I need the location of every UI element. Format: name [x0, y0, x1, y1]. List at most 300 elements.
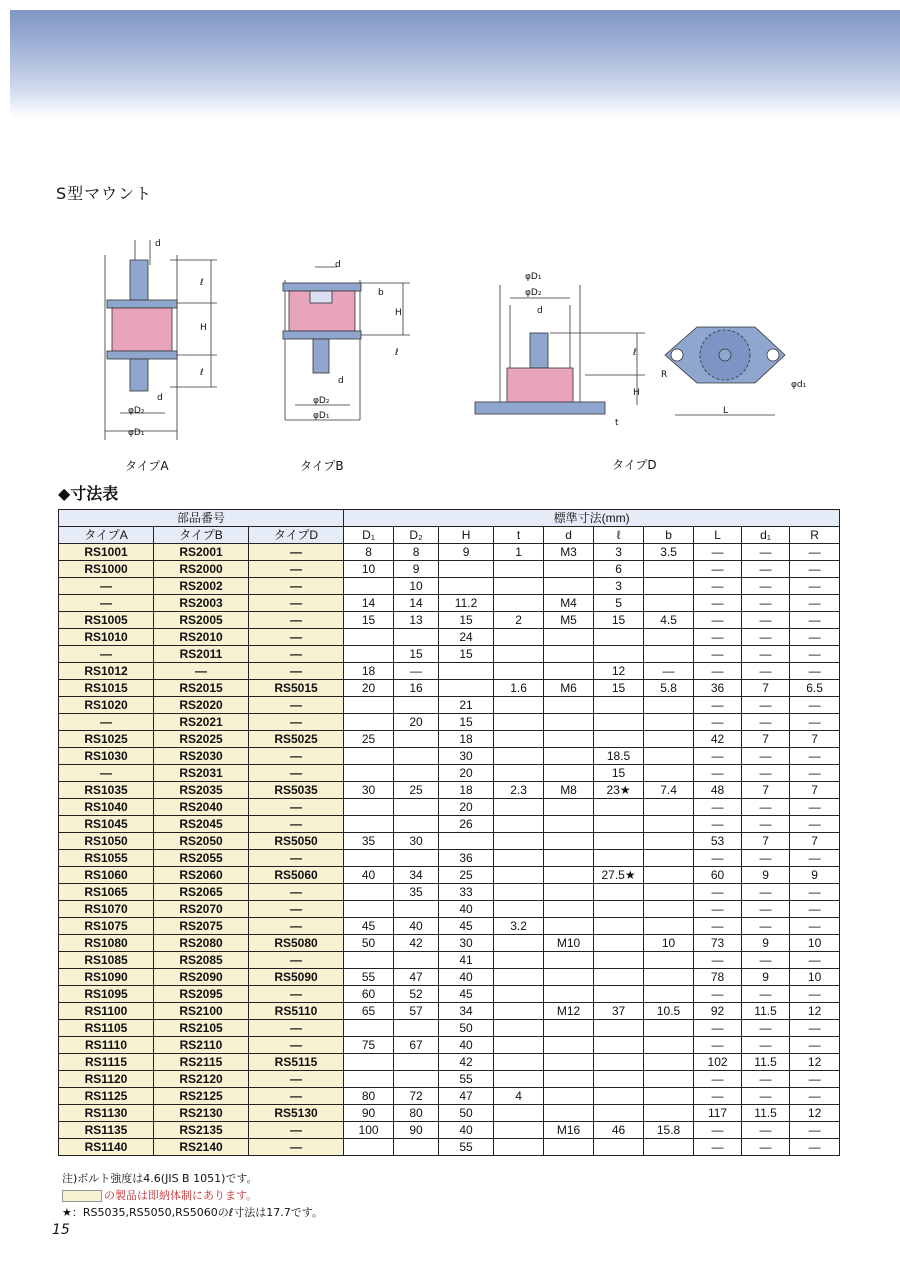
type-d-diagram: [465, 265, 825, 445]
cell-dim: 10: [394, 578, 439, 595]
cell-dim: [494, 595, 544, 612]
cell-dim: [494, 901, 544, 918]
table-row: [59, 544, 840, 561]
cell-dim: —: [790, 697, 840, 714]
type-b-label-d: d: [335, 260, 341, 270]
group-part-number: 部品番号: [59, 510, 344, 527]
table-row: [59, 697, 840, 714]
cell-dim: 40: [344, 867, 394, 884]
cell-dim: 15: [439, 646, 494, 663]
table-row: [59, 918, 840, 935]
cell-part: —: [249, 816, 344, 833]
cell-dim: —: [742, 561, 790, 578]
cell-dim: 72: [394, 1088, 439, 1105]
table-row: [59, 867, 840, 884]
cell-dim: [494, 646, 544, 663]
cell-dim: [494, 765, 544, 782]
cell-part: RS2030: [154, 748, 249, 765]
header-banner: [10, 10, 900, 118]
cell-part: RS2020: [154, 697, 249, 714]
col-d2: D₂: [394, 527, 439, 544]
cell-dim: [494, 884, 544, 901]
cell-dim: [494, 850, 544, 867]
cell-part: RS1060: [59, 867, 154, 884]
cell-dim: 4: [494, 1088, 544, 1105]
cell-dim: 40: [439, 1122, 494, 1139]
cell-part: RS5060: [249, 867, 344, 884]
cell-dim: 14: [344, 595, 394, 612]
cell-dim: [394, 1071, 439, 1088]
cell-part: —: [249, 884, 344, 901]
cell-part: —: [249, 1122, 344, 1139]
cell-dim: 7: [742, 680, 790, 697]
cell-part: RS1105: [59, 1020, 154, 1037]
cell-dim: [544, 714, 594, 731]
section-title: S型マウント: [56, 184, 153, 203]
cell-part: —: [249, 1020, 344, 1037]
type-d-label-ell: ℓ: [633, 348, 637, 358]
cell-part: RS2130: [154, 1105, 249, 1122]
cell-dim: [644, 833, 694, 850]
cell-part: RS1120: [59, 1071, 154, 1088]
type-a-label-phid2: φD₂: [128, 406, 145, 416]
cell-dim: 12: [790, 1054, 840, 1071]
cell-dim: 11.5: [742, 1054, 790, 1071]
cell-part: RS2090: [154, 969, 249, 986]
cell-dim: [494, 1054, 544, 1071]
cell-dim: —: [742, 901, 790, 918]
cell-dim: 80: [394, 1105, 439, 1122]
type-a-label-h: H: [200, 323, 207, 333]
cell-dim: —: [694, 714, 742, 731]
cell-dim: [344, 646, 394, 663]
cell-dim: [494, 816, 544, 833]
cell-dim: —: [694, 1037, 742, 1054]
type-a-label-d: d: [155, 239, 161, 249]
table-column-header: [59, 527, 840, 544]
cell-part: RS2040: [154, 799, 249, 816]
cell-dim: 10: [790, 969, 840, 986]
cell-dim: [644, 1054, 694, 1071]
cell-dim: 9: [742, 935, 790, 952]
cell-dim: [344, 714, 394, 731]
cell-dim: 11.2: [439, 595, 494, 612]
cell-dim: [344, 1054, 394, 1071]
cell-part: RS2065: [154, 884, 249, 901]
cell-dim: [439, 833, 494, 850]
cell-dim: 8: [344, 544, 394, 561]
cell-dim: 7: [790, 782, 840, 799]
cell-dim: [544, 816, 594, 833]
table-row: [59, 1003, 840, 1020]
cell-dim: [644, 969, 694, 986]
cell-dim: [544, 901, 594, 918]
table-row: [59, 578, 840, 595]
cell-dim: 92: [694, 1003, 742, 1020]
cell-dim: 60: [694, 867, 742, 884]
cell-dim: 4.5: [644, 612, 694, 629]
cell-dim: 18.5: [594, 748, 644, 765]
cell-dim: —: [742, 816, 790, 833]
cell-dim: [394, 748, 439, 765]
group-standard-dims: 標準寸法(mm): [344, 510, 840, 527]
type-d-label-h: H: [633, 388, 640, 398]
cell-dim: 45: [344, 918, 394, 935]
cell-part: —: [154, 663, 249, 680]
cell-dim: [544, 850, 594, 867]
cell-dim: —: [742, 697, 790, 714]
cell-part: —: [249, 765, 344, 782]
cell-dim: 7: [790, 731, 840, 748]
cell-dim: —: [694, 1020, 742, 1037]
cell-dim: 34: [439, 1003, 494, 1020]
cell-part: —: [249, 1037, 344, 1054]
caption-type-a: タイプA: [125, 459, 169, 473]
table-row: [59, 1105, 840, 1122]
cell-dim: [594, 935, 644, 952]
cell-dim: 15: [594, 612, 644, 629]
col-type-d: タイプD: [249, 527, 344, 544]
cell-dim: [394, 901, 439, 918]
cell-part: RS1000: [59, 561, 154, 578]
cell-dim: [594, 850, 644, 867]
cell-dim: 8: [394, 544, 439, 561]
cell-dim: [594, 799, 644, 816]
cell-dim: —: [694, 884, 742, 901]
cell-part: RS2001: [154, 544, 249, 561]
table-row: [59, 646, 840, 663]
cell-dim: —: [742, 765, 790, 782]
cell-dim: [494, 561, 544, 578]
type-d-label-d: d: [537, 306, 543, 316]
cell-dim: 30: [344, 782, 394, 799]
cell-dim: [544, 969, 594, 986]
cell-dim: 12: [790, 1003, 840, 1020]
cell-dim: [594, 918, 644, 935]
cell-dim: 15: [344, 612, 394, 629]
cell-dim: [644, 561, 694, 578]
cell-dim: [544, 1139, 594, 1156]
cell-dim: 41: [439, 952, 494, 969]
cell-dim: M10: [544, 935, 594, 952]
cell-dim: —: [742, 629, 790, 646]
cell-part: RS2125: [154, 1088, 249, 1105]
cell-dim: [344, 697, 394, 714]
cell-dim: 42: [439, 1054, 494, 1071]
cell-dim: 1: [494, 544, 544, 561]
cell-dim: 25: [344, 731, 394, 748]
cell-part: RS5130: [249, 1105, 344, 1122]
cell-dim: [644, 816, 694, 833]
cell-part: RS2015: [154, 680, 249, 697]
type-d-label-r: R: [661, 370, 668, 380]
cell-dim: —: [694, 816, 742, 833]
table-row: [59, 765, 840, 782]
table-row: [59, 986, 840, 1003]
cell-part: —: [249, 578, 344, 595]
cell-dim: 60: [344, 986, 394, 1003]
col-small-d1: d₁: [742, 527, 790, 544]
cell-dim: M4: [544, 595, 594, 612]
cell-dim: [344, 765, 394, 782]
cell-dim: 40: [439, 901, 494, 918]
cell-dim: [644, 595, 694, 612]
cell-dim: [644, 1020, 694, 1037]
cell-dim: 73: [694, 935, 742, 952]
cell-dim: 80: [344, 1088, 394, 1105]
cell-dim: —: [790, 561, 840, 578]
cell-part: RS1035: [59, 782, 154, 799]
cell-dim: [544, 578, 594, 595]
cell-dim: [644, 952, 694, 969]
cell-dim: [594, 629, 644, 646]
cell-dim: 3.2: [494, 918, 544, 935]
cell-dim: —: [644, 663, 694, 680]
dimension-table: [58, 509, 840, 1156]
cell-part: —: [249, 1088, 344, 1105]
col-ell: ℓ: [594, 527, 644, 544]
cell-dim: [544, 1105, 594, 1122]
cell-dim: 65: [344, 1003, 394, 1020]
cell-part: RS5090: [249, 969, 344, 986]
cell-dim: —: [790, 799, 840, 816]
cell-dim: [494, 748, 544, 765]
cell-dim: 27.5★: [594, 867, 644, 884]
type-d-label-phid2: φD₂: [525, 288, 542, 298]
cell-dim: 9: [439, 544, 494, 561]
cell-dim: [394, 1054, 439, 1071]
col-r: R: [790, 527, 840, 544]
cell-dim: —: [694, 901, 742, 918]
type-a-diagram: [95, 235, 225, 445]
cell-dim: 47: [439, 1088, 494, 1105]
cell-dim: [594, 816, 644, 833]
cell-dim: —: [694, 850, 742, 867]
cell-dim: 50: [439, 1020, 494, 1037]
table-row: [59, 884, 840, 901]
cell-dim: 5.8: [644, 680, 694, 697]
cell-dim: [494, 799, 544, 816]
cell-dim: [494, 986, 544, 1003]
cell-dim: —: [742, 544, 790, 561]
cell-dim: —: [790, 663, 840, 680]
cell-part: RS2025: [154, 731, 249, 748]
cell-part: RS2100: [154, 1003, 249, 1020]
cell-dim: —: [790, 748, 840, 765]
cell-dim: [344, 629, 394, 646]
cell-dim: 55: [439, 1139, 494, 1156]
cell-dim: —: [790, 1122, 840, 1139]
cell-part: RS2140: [154, 1139, 249, 1156]
cell-part: —: [249, 986, 344, 1003]
cell-part: RS2035: [154, 782, 249, 799]
cell-dim: M8: [544, 782, 594, 799]
table-row: [59, 1037, 840, 1054]
caption-type-d: タイプD: [612, 458, 657, 472]
cell-dim: [439, 680, 494, 697]
cell-part: RS2135: [154, 1122, 249, 1139]
table-row: [59, 595, 840, 612]
cell-dim: [544, 952, 594, 969]
cell-dim: —: [742, 1122, 790, 1139]
table-row: [59, 612, 840, 629]
cell-dim: [394, 816, 439, 833]
cell-part: RS2021: [154, 714, 249, 731]
cell-dim: 90: [394, 1122, 439, 1139]
cell-dim: 46: [594, 1122, 644, 1139]
cell-part: —: [249, 748, 344, 765]
cell-dim: [344, 850, 394, 867]
cell-dim: [644, 765, 694, 782]
cell-part: RS1130: [59, 1105, 154, 1122]
cell-dim: 40: [439, 969, 494, 986]
cell-dim: 16: [394, 680, 439, 697]
cell-dim: 3.5: [644, 544, 694, 561]
cell-part: RS1040: [59, 799, 154, 816]
cell-dim: 18: [439, 731, 494, 748]
cell-dim: [544, 986, 594, 1003]
cell-dim: [544, 765, 594, 782]
table-row: [59, 935, 840, 952]
cell-dim: [594, 646, 644, 663]
cell-dim: —: [790, 1071, 840, 1088]
cell-part: RS1135: [59, 1122, 154, 1139]
cell-part: RS2080: [154, 935, 249, 952]
cell-dim: [644, 799, 694, 816]
cell-dim: [644, 578, 694, 595]
cell-dim: [594, 1088, 644, 1105]
table-row: [59, 1020, 840, 1037]
cell-dim: [544, 748, 594, 765]
cell-dim: [544, 1071, 594, 1088]
cell-dim: —: [694, 612, 742, 629]
cell-part: —: [59, 714, 154, 731]
cell-dim: [594, 714, 644, 731]
cell-part: RS2120: [154, 1071, 249, 1088]
col-d: d: [544, 527, 594, 544]
cell-part: RS2002: [154, 578, 249, 595]
cell-dim: —: [790, 595, 840, 612]
cell-dim: 45: [439, 986, 494, 1003]
table-row: [59, 782, 840, 799]
cell-dim: [494, 1003, 544, 1020]
cell-dim: [594, 884, 644, 901]
cell-dim: [544, 629, 594, 646]
cell-part: RS1100: [59, 1003, 154, 1020]
cell-dim: 36: [694, 680, 742, 697]
cell-dim: —: [742, 612, 790, 629]
cell-dim: [544, 731, 594, 748]
cell-dim: 23★: [594, 782, 644, 799]
cell-dim: 37: [594, 1003, 644, 1020]
cell-dim: [594, 986, 644, 1003]
cell-part: —: [249, 544, 344, 561]
table-row: [59, 714, 840, 731]
cell-dim: 2: [494, 612, 544, 629]
cell-part: RS2095: [154, 986, 249, 1003]
notes: [62, 1170, 323, 1221]
cell-dim: [394, 1020, 439, 1037]
cell-part: RS1025: [59, 731, 154, 748]
cell-dim: —: [742, 663, 790, 680]
cell-part: RS1010: [59, 629, 154, 646]
table-row: [59, 1054, 840, 1071]
cell-dim: [594, 1105, 644, 1122]
cell-dim: [594, 1071, 644, 1088]
col-l: L: [694, 527, 742, 544]
caption-type-b: タイプB: [300, 459, 344, 473]
cell-dim: —: [694, 561, 742, 578]
table-row: [59, 952, 840, 969]
cell-dim: [544, 884, 594, 901]
table-row: [59, 731, 840, 748]
cell-part: —: [59, 595, 154, 612]
type-a-label-d2: d: [157, 393, 163, 403]
cell-dim: M16: [544, 1122, 594, 1139]
cell-dim: 7: [742, 731, 790, 748]
cell-dim: [544, 867, 594, 884]
cell-part: RS1050: [59, 833, 154, 850]
cell-dim: [644, 1139, 694, 1156]
cell-dim: —: [742, 952, 790, 969]
cell-dim: 45: [439, 918, 494, 935]
cell-dim: [644, 731, 694, 748]
type-b-label-ell: ℓ: [395, 348, 399, 358]
cell-dim: [494, 1105, 544, 1122]
col-type-b: タイプB: [154, 527, 249, 544]
page-number: 15: [52, 1222, 70, 1238]
cell-dim: 55: [344, 969, 394, 986]
table-row: [59, 663, 840, 680]
cell-part: RS2110: [154, 1037, 249, 1054]
cell-dim: [644, 884, 694, 901]
cell-dim: 52: [394, 986, 439, 1003]
cell-dim: 50: [439, 1105, 494, 1122]
type-d-label-t: t: [615, 418, 619, 428]
cell-part: RS1045: [59, 816, 154, 833]
cell-dim: [439, 578, 494, 595]
cell-dim: —: [742, 748, 790, 765]
cell-dim: 3: [594, 578, 644, 595]
cell-part: —: [249, 714, 344, 731]
cell-part: —: [249, 850, 344, 867]
cell-dim: M3: [544, 544, 594, 561]
cell-dim: [544, 1020, 594, 1037]
cell-dim: 11.5: [742, 1003, 790, 1020]
cell-dim: [544, 833, 594, 850]
cell-part: RS2003: [154, 595, 249, 612]
cell-dim: —: [694, 765, 742, 782]
cell-dim: [439, 663, 494, 680]
cell-dim: —: [790, 578, 840, 595]
cell-dim: 75: [344, 1037, 394, 1054]
cell-dim: —: [790, 1139, 840, 1156]
type-b-label-b: b: [378, 288, 384, 298]
cell-dim: —: [790, 850, 840, 867]
cell-dim: 30: [439, 748, 494, 765]
cell-dim: 15: [594, 680, 644, 697]
cell-dim: [344, 748, 394, 765]
type-d-label-phismalld1: φd₁: [791, 380, 807, 390]
cell-dim: 33: [439, 884, 494, 901]
cell-dim: 11.5: [742, 1105, 790, 1122]
cell-dim: [544, 799, 594, 816]
cell-dim: 15: [439, 612, 494, 629]
cell-part: —: [249, 918, 344, 935]
cell-dim: 12: [790, 1105, 840, 1122]
cell-dim: [594, 1020, 644, 1037]
cell-part: RS1110: [59, 1037, 154, 1054]
